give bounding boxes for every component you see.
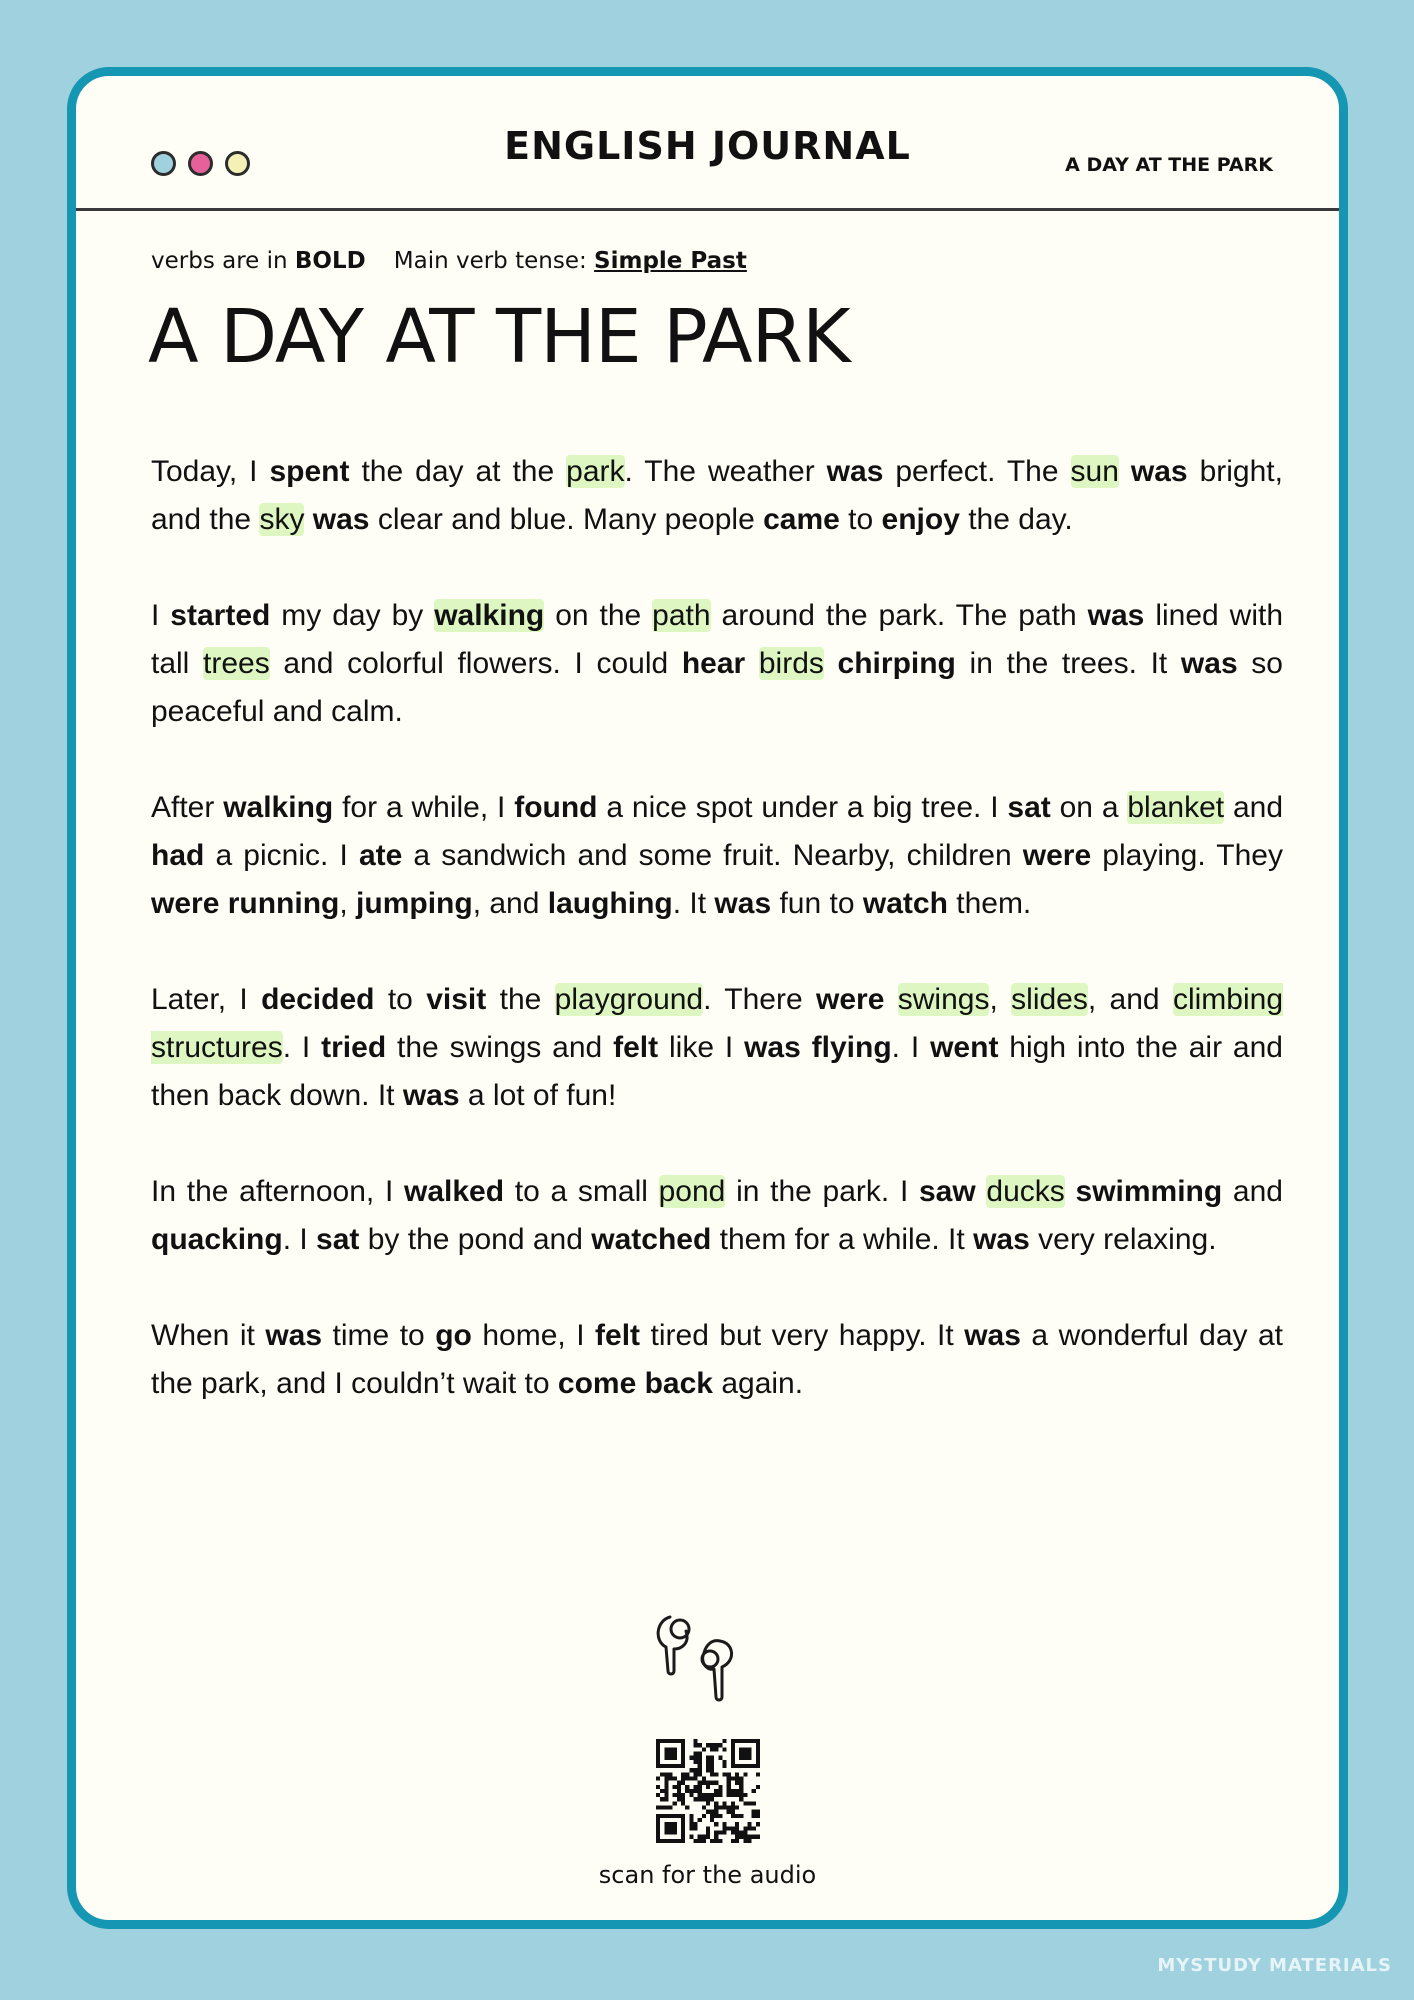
- text-segment: [824, 647, 838, 680]
- verb: decided: [261, 983, 375, 1016]
- verb: were: [1022, 839, 1092, 872]
- verb: were: [816, 983, 885, 1016]
- text-segment: [1065, 1175, 1076, 1208]
- text-segment: tired but very happy. It: [640, 1319, 965, 1352]
- verb: was: [312, 503, 370, 536]
- story-paragraph: [151, 592, 1283, 736]
- noun-highlight: pond: [658, 1175, 726, 1208]
- noun-highlight: blanket: [1127, 791, 1225, 824]
- text-segment: Later, I: [151, 983, 262, 1016]
- text-segment: a lot of fun!: [459, 1079, 617, 1112]
- story-paragraph: [151, 976, 1283, 1120]
- verb: come back: [557, 1367, 713, 1400]
- text-segment: [745, 647, 759, 680]
- verb: was flying: [744, 1031, 892, 1064]
- text-segment: a picnic. I: [204, 839, 359, 872]
- verb: go: [435, 1319, 472, 1352]
- noun-highlight: ducks: [986, 1175, 1065, 1208]
- verb: watch: [862, 887, 948, 920]
- text-segment: in the park. I: [725, 1175, 919, 1208]
- text-segment: and colorful flowers. I could: [269, 647, 682, 680]
- text-segment: very relaxing.: [1029, 1223, 1217, 1256]
- text-segment: for a while, I: [333, 791, 515, 824]
- verb: hear: [681, 647, 746, 680]
- text-segment: time to: [322, 1319, 436, 1352]
- text-segment: again.: [713, 1367, 804, 1400]
- text-segment: . I: [282, 1223, 317, 1256]
- verb: was: [402, 1079, 460, 1112]
- text-segment: ,: [339, 887, 357, 920]
- text-segment: . It: [672, 887, 715, 920]
- note-prefix: verbs are in: [151, 248, 288, 274]
- text-segment: my day by: [270, 599, 435, 632]
- verb: saw: [918, 1175, 976, 1208]
- text-segment: the: [486, 983, 555, 1016]
- text-segment: to a small: [504, 1175, 659, 1208]
- text-segment: ,: [989, 983, 1012, 1016]
- verb: was: [1087, 599, 1145, 632]
- verb-note: [151, 248, 747, 274]
- verb: were running: [151, 887, 340, 920]
- verb: spent: [269, 455, 350, 488]
- verb: sat: [1007, 791, 1051, 824]
- text-segment: a sandwich and some fruit. Nearby, children: [402, 839, 1023, 872]
- noun-highlight: park: [566, 455, 625, 488]
- text-segment: the day.: [959, 503, 1073, 536]
- story-paragraph: [151, 1312, 1283, 1408]
- verb: chirping: [837, 647, 956, 680]
- note-bold-word: BOLD: [294, 248, 366, 274]
- qr-code[interactable]: [656, 1739, 760, 1843]
- story-paragraph: [151, 1168, 1283, 1264]
- story-paragraph: [151, 784, 1283, 928]
- text-segment: . The weather: [624, 455, 827, 488]
- verb: laughing: [547, 887, 673, 920]
- tense-label: Main verb tense:: [393, 248, 587, 274]
- text-segment: playing. They: [1091, 839, 1283, 872]
- verb: came: [763, 503, 840, 536]
- verb: was: [265, 1319, 323, 1352]
- text-segment: In the afternoon, I: [151, 1175, 404, 1208]
- noun-highlight: swings: [897, 983, 990, 1016]
- text-segment: on the: [544, 599, 653, 632]
- text-segment: them for a while. It: [711, 1223, 974, 1256]
- verb: started: [170, 599, 271, 632]
- text-segment: to: [374, 983, 427, 1016]
- text-segment: like I: [658, 1031, 745, 1064]
- noun-highlight: path: [652, 599, 711, 632]
- verb-highlighted: walking: [434, 599, 545, 632]
- verb: walked: [404, 1175, 505, 1208]
- text-segment: [884, 983, 897, 1016]
- journal-header: [76, 76, 1339, 211]
- verb: watched: [591, 1223, 712, 1256]
- text-segment: fun to: [771, 887, 863, 920]
- story-paragraph: [151, 448, 1283, 544]
- text-segment: a wonderful day at the park, and I couldn’t wait to: [151, 1319, 1284, 1400]
- text-segment: . There: [703, 983, 816, 1016]
- noun-highlight: sky: [259, 503, 305, 536]
- verb: jumping: [356, 887, 473, 920]
- text-segment: . I: [282, 1031, 322, 1064]
- audio-section: [76, 1601, 1339, 1889]
- verb: was: [826, 455, 884, 488]
- text-segment: and: [1224, 791, 1284, 824]
- noun-highlight: playground: [554, 983, 704, 1016]
- text-segment: lined with tall: [151, 599, 1283, 680]
- text-segment: bright, and the: [151, 455, 1283, 536]
- verb: was: [1130, 455, 1188, 488]
- text-segment: and: [1222, 1175, 1283, 1208]
- verb: was: [964, 1319, 1021, 1352]
- tense-value: Simple Past: [594, 248, 747, 274]
- text-segment: When it: [151, 1319, 266, 1352]
- text-segment: [304, 503, 312, 536]
- verb: was: [973, 1223, 1030, 1256]
- text-segment: home, I: [471, 1319, 596, 1352]
- text-segment: Today, I: [151, 455, 270, 488]
- verb: walking: [223, 791, 334, 824]
- scan-label: scan for the audio: [598, 1861, 817, 1889]
- verb: was: [1180, 647, 1238, 680]
- header-title: ENGLISH JOURNAL: [504, 124, 911, 168]
- text-segment: so peaceful and calm.: [151, 647, 1283, 728]
- verb: felt: [613, 1031, 659, 1064]
- verb: had: [151, 839, 205, 872]
- verb: found: [514, 791, 598, 824]
- text-segment: , and: [1087, 983, 1173, 1016]
- text-segment: perfect. The: [883, 455, 1071, 488]
- verb: felt: [595, 1319, 641, 1352]
- text-segment: I: [151, 599, 171, 632]
- noun-highlight: birds: [758, 647, 824, 680]
- text-segment: the swings and: [386, 1031, 614, 1064]
- header-subtitle: A DAY AT THE PARK: [1065, 154, 1273, 176]
- text-segment: by the pond and: [359, 1223, 592, 1256]
- verb: ate: [358, 839, 403, 872]
- text-segment: them.: [947, 887, 1032, 920]
- brand-label: MYSTUDY MATERIALS: [1157, 1955, 1392, 1976]
- text-segment: , and: [472, 887, 548, 920]
- verb: tried: [321, 1031, 387, 1064]
- text-segment: in the trees. It: [955, 647, 1181, 680]
- verb: visit: [426, 983, 487, 1016]
- page-title: A DAY AT THE PARK: [148, 294, 850, 380]
- text-segment: high into the air and then back down. It: [151, 1031, 1283, 1112]
- verb: sat: [316, 1223, 360, 1256]
- verb: quacking: [151, 1223, 283, 1256]
- earbuds-icon: [648, 1601, 768, 1721]
- verb: was: [714, 887, 772, 920]
- noun-highlight: sun: [1070, 455, 1119, 488]
- noun-highlight: trees: [203, 647, 270, 680]
- text-segment: on a: [1050, 791, 1128, 824]
- text-segment: After: [151, 791, 224, 824]
- noun-highlight: slides: [1011, 983, 1088, 1016]
- journal-card: [67, 67, 1348, 1929]
- verb: swimming: [1075, 1175, 1223, 1208]
- verb: enjoy: [881, 503, 960, 536]
- text-segment: around the park. The path: [710, 599, 1088, 632]
- text-segment: [976, 1175, 987, 1208]
- text-segment: clear and blue. Many people: [369, 503, 764, 536]
- noun-highlight: climbing structures: [151, 983, 1284, 1064]
- story-text: [151, 448, 1283, 1456]
- text-segment: a nice spot under a big tree. I: [597, 791, 1008, 824]
- text-segment: to: [839, 503, 882, 536]
- text-segment: the day at the: [349, 455, 567, 488]
- text-segment: [1119, 455, 1131, 488]
- text-segment: . I: [891, 1031, 931, 1064]
- verb: went: [930, 1031, 999, 1064]
